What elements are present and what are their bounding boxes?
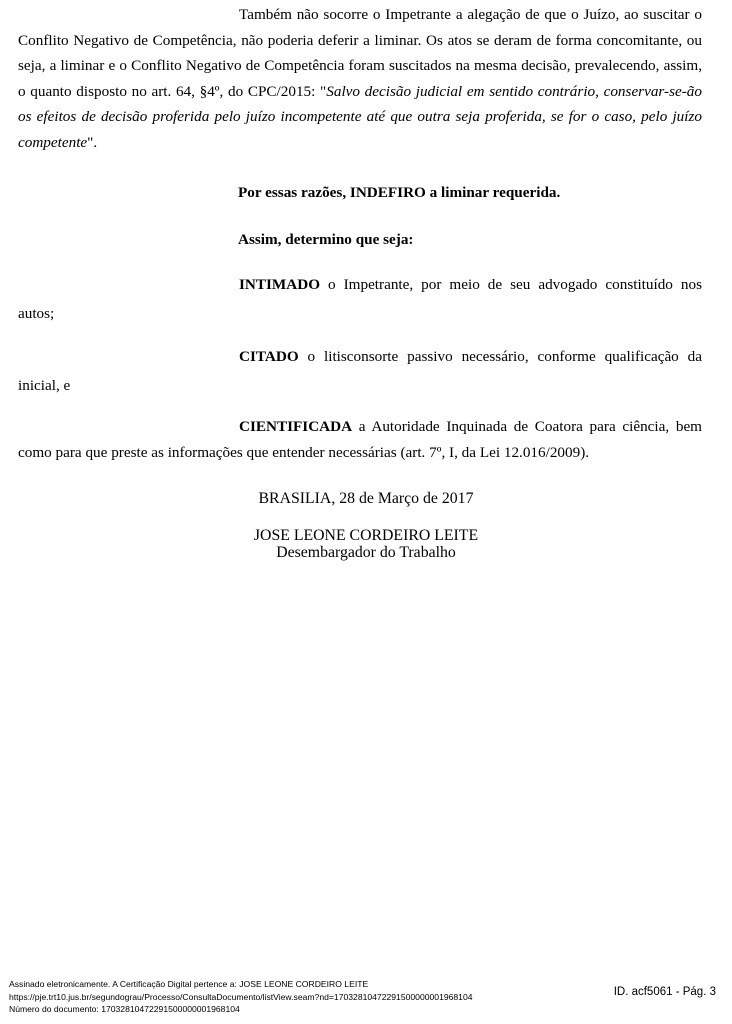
signer-name: JOSE LEONE CORDEIRO LEITE [253, 527, 479, 544]
footer-url: https://pje.trt10.jus.br/segundograu/Processo/ConsultaDocumento/listView.seam?nd=17032810472291500000001968104 [9, 991, 473, 1002]
paragraph-competence [18, 2, 702, 155]
item-intimado-text: o Impetrante, por meio de seu advogado constituído nos autos; [18, 276, 702, 322]
paragraph-competence-text: Também não socorre o Impetrante a alegação de que o Juízo, ao suscitar o Conflito Negativo de Competência, não poderia deferir a liminar. Os atos se deram de forma concomitante, ou seja, a liminar e o Conflito Negativo de Competência foram suscitados na mesma decisão, prevalecendo, assim, o quanto disposto no art. 64, §4º, do CPC/2015: " [18, 6, 702, 100]
item-cientificada [18, 414, 702, 466]
ruling-line: Por essas razões, INDEFIRO a liminar requerida. [238, 184, 561, 201]
item-intimado [18, 270, 702, 328]
place-date: BRASILIA, 28 de Março de 2017 [258, 490, 474, 507]
paragraph-competence-end: ". [87, 133, 98, 151]
item-cientificada-label: CIENTIFICADA [239, 418, 353, 435]
cpc-quote: Salvo decisão judicial em sentido contrário, conservar-se-ão os efeitos de decisão proferida pelo juízo incompetente até que outra seja proferida, se for o caso, pelo juízo competente [18, 82, 702, 151]
footer-page-id: ID. acf5061 - Pág. 3 [613, 986, 716, 998]
footer-signature-info [9, 978, 473, 1016]
footer-document-number: Número do documento: 17032810472291500000001968104 [9, 1004, 240, 1014]
signer-role: Desembargador do Trabalho [276, 544, 456, 561]
item-cientificada-text: a Autoridade Inquinada de Coatora para ciência, bem como para que preste as informações que entender necessárias (art. 7º, I, da Lei 12.016/2009). [18, 418, 702, 461]
item-intimado-label: INTIMADO [239, 276, 321, 293]
determination-intro: Assim, determino que seja: [238, 231, 414, 248]
item-citado [18, 342, 702, 400]
footer-certification: Assinado eletronicamente. A Certificação Digital pertence a: JOSE LEONE CORDEIRO LEITE [9, 979, 369, 989]
item-citado-text: o litisconsorte passivo necessário, conforme qualificação da inicial, e [18, 348, 702, 394]
item-citado-label: CITADO [239, 348, 299, 365]
